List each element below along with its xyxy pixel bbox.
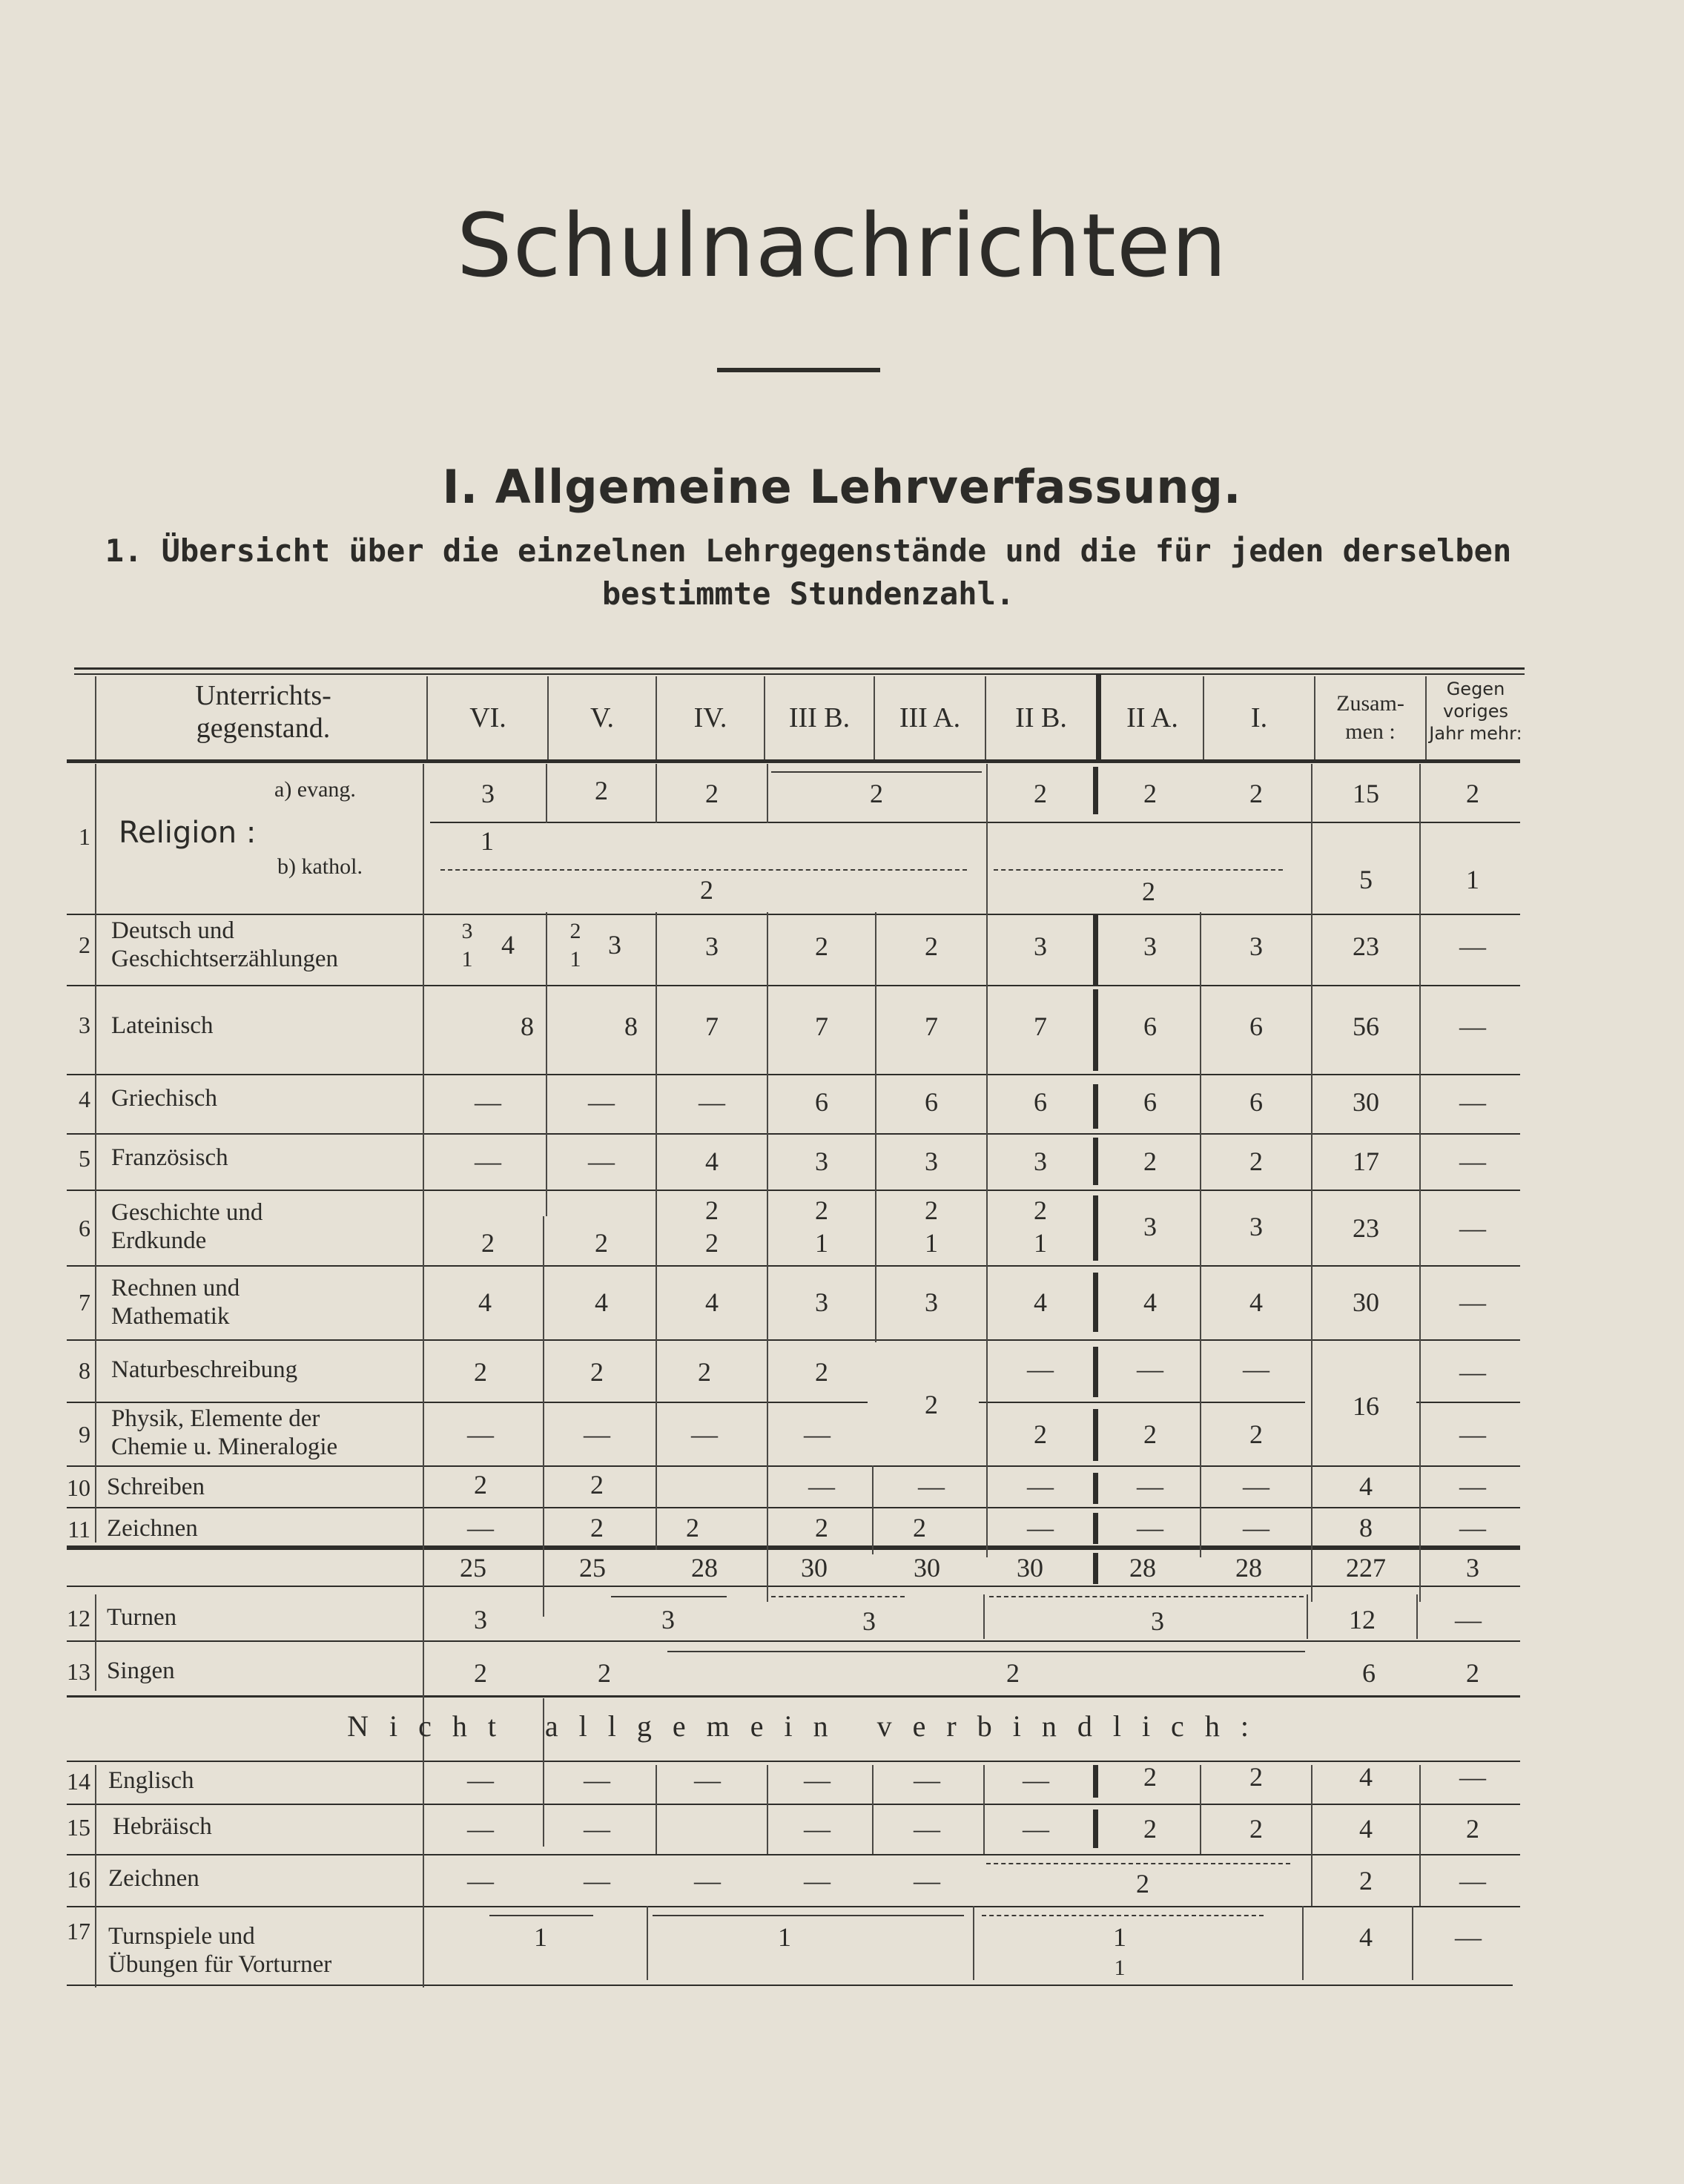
upper-school-divider-body-1 [1093,767,1098,814]
cell: — [1459,1012,1486,1041]
cell: 1 [1113,1922,1126,1952]
cell: — [804,1814,831,1844]
cell: 6 [1143,1012,1157,1041]
subject-hebraeisch: Hebräisch [113,1813,212,1840]
row-number: 1 [79,823,90,850]
cell: 2 [595,1228,608,1258]
cell: — [1455,1605,1482,1634]
subject-singen: Singen [107,1657,175,1684]
cell: 2 [1136,1869,1149,1898]
cell: 2 [1249,779,1263,808]
row-number: 14 [67,1768,90,1795]
cell: 2 [1034,779,1047,808]
cell: — [808,1471,835,1501]
header-class-iiib: III B. [788,702,851,733]
subject-religion: Religion : [119,816,257,850]
subject-deutsch [111,917,338,973]
cell: 3 [705,931,719,961]
subject-line: Mathematik [111,1303,230,1330]
cell: 2 [925,1195,938,1225]
table-top-rule-2 [74,673,1525,675]
page-title: Schulnachrichten [456,194,1228,297]
sum-cell: 30 [914,1553,940,1583]
cell: 4 [705,1287,719,1317]
cell: 6 [1362,1658,1376,1688]
row-number: 16 [67,1866,90,1893]
cell: — [1243,1354,1269,1384]
cell: — [1459,1287,1486,1317]
cell: 2 [815,1357,828,1387]
subject-line: Geschichtserzählungen [111,946,339,972]
cell: 16 [1353,1391,1379,1421]
subject-line: Physik, Elemente der [111,1405,320,1432]
subject-zeichnen: Zeichnen [107,1515,198,1542]
subject-schreiben: Schreiben [107,1474,205,1500]
cell: — [584,1814,610,1844]
cell: 2 [1466,779,1479,808]
cell: 17 [1353,1147,1379,1176]
sum-cell: 25 [460,1553,486,1583]
subheading-line-1: 1. Übersicht über die einzelnen Lehrgegenstände und die für jeden derselben [105,532,1512,569]
cell: 4 [595,1287,608,1317]
cell: 7 [705,1012,719,1041]
cell: — [694,1866,721,1896]
cell: 3 [474,1605,487,1634]
subject-line: Übungen für Vorturner [108,1951,332,1978]
cell: 23 [1353,931,1379,961]
cell: — [699,1087,725,1117]
cell: 2 [925,931,938,961]
subject-englisch: Englisch [108,1767,194,1794]
cell: — [1137,1471,1163,1501]
cell: 2 [815,931,828,961]
header-class-iv: IV. [693,702,727,733]
cell: — [1459,931,1486,961]
subject-franzoesisch: Französisch [111,1144,228,1171]
cell: 2 [698,1357,711,1387]
cell: — [475,1147,501,1176]
table-top-rule [74,667,1525,670]
cell: 2 [913,1513,926,1543]
cell: 1 [569,947,581,971]
header-class-iiia: III A. [899,702,961,733]
cell: 8 [624,1012,638,1041]
header-class-v: V. [590,702,615,733]
row-number: 17 [67,1918,90,1944]
row-number: 4 [79,1086,90,1112]
cell: 12 [1349,1605,1376,1634]
sum-cell: 30 [801,1553,828,1583]
cell: 30 [1353,1087,1379,1117]
header-total [1315,690,1425,746]
cell: 3 [481,779,495,808]
cell: 2 [705,1195,719,1225]
cell: — [691,1419,718,1449]
cell: 2 [1006,1658,1020,1688]
cell: 4 [1034,1287,1047,1317]
cell: 3 [1143,931,1157,961]
header-subject-line-1: Unterrichts- [195,680,331,711]
subject-naturbeschreibung: Naturbeschreibung [111,1356,298,1383]
header-prev-line-2: voriges [1443,701,1508,722]
cell: 1 [925,1228,938,1258]
title-divider [717,368,880,372]
cell: 2 [474,1470,487,1500]
subject-line: Turnspiele und [108,1923,255,1950]
cell: 4 [1359,1471,1373,1501]
cell: — [588,1087,615,1117]
cell: — [1023,1765,1049,1795]
cell: — [1459,1357,1486,1387]
cell: 2 [1142,877,1155,906]
subject-geschichte [111,1198,262,1255]
cell: 6 [1143,1087,1157,1117]
cell: — [467,1866,494,1896]
cell: — [1023,1814,1049,1844]
subject-mathematik [111,1274,240,1330]
cell: 2 [1249,1147,1263,1176]
row-number: 5 [79,1145,90,1172]
header-total-line-1: Zusam- [1336,691,1404,716]
cell: 2 [1143,779,1157,808]
cell: — [1455,1922,1482,1952]
sum-cell: 227 [1346,1553,1386,1583]
header-subject-line-2: gegenstand. [196,713,331,744]
cell: 2 [569,919,581,943]
cell: 2 [474,1357,487,1387]
cell: 3 [1151,1606,1164,1636]
header-class-iia: II A. [1126,702,1178,733]
header-prev-year [1427,678,1525,745]
subheading-line-2: bestimmte Stundenzahl. [601,575,1015,612]
header-prev-line-3: Jahr mehr: [1429,723,1522,744]
cell: 6 [1249,1012,1263,1041]
row-number: 3 [79,1012,90,1038]
cell: 2 [1466,1658,1479,1688]
upper-school-divider [1096,675,1101,759]
cell: — [1137,1354,1163,1384]
cell: 6 [815,1087,828,1117]
header-class-iib: II B. [1015,702,1067,733]
cell: 2 [590,1357,604,1387]
cell: 2 [1034,1419,1047,1449]
cell: 2 [1143,1814,1157,1844]
cell: 8 [1359,1513,1373,1543]
cell: 3 [608,930,621,960]
cell: 2 [1359,1866,1373,1896]
cell: 5 [1359,865,1373,894]
cell: — [1137,1513,1163,1543]
row-number: 7 [79,1289,90,1316]
cell: 3 [925,1147,938,1176]
header-prev-line-1: Gegen [1446,679,1505,699]
cell: 7 [815,1012,828,1041]
cell: — [475,1087,501,1117]
cell: — [584,1419,610,1449]
cell: 1 [534,1922,547,1952]
cell: 2 [1249,1762,1263,1792]
cell: 15 [1353,779,1379,808]
cell: 2 [1143,1762,1157,1792]
cell: — [914,1866,940,1896]
cell: 2 [1249,1814,1263,1844]
cell: 6 [1249,1087,1263,1117]
cell: 4 [1143,1287,1157,1317]
cell: — [1459,1147,1486,1176]
row-number: 11 [67,1516,90,1543]
row-number: 6 [79,1215,90,1241]
cell: 30 [1353,1287,1379,1317]
header-total-line-2: men : [1345,719,1396,744]
subject-griechisch: Griechisch [111,1085,217,1112]
cell: — [694,1765,721,1795]
section-heading: I. Allgemeine Lehrverfassung. [442,460,1242,514]
cell: 1 [461,947,473,971]
subject-line: Deutsch und [111,917,234,944]
subject-physik [111,1405,337,1461]
cell: 2 [705,1228,719,1258]
subject-line: Erdkunde [111,1227,207,1254]
cell: — [588,1147,615,1176]
cell: 4 [705,1147,719,1176]
row-number: 15 [67,1814,90,1841]
cell: 2 [705,779,719,808]
header-class-vi: VI. [469,702,506,733]
header-class-i: I. [1250,702,1268,733]
sum-cell: 28 [1235,1553,1262,1583]
cell: 3 [862,1606,876,1636]
cell: — [1243,1471,1269,1501]
cell: — [467,1513,494,1543]
cell: 1 [1466,865,1479,894]
cell: 2 [590,1513,604,1543]
cell: — [1459,1419,1486,1449]
cell: 2 [815,1513,828,1543]
sum-top-rule [67,1545,1520,1550]
sum-cell: 28 [1129,1553,1156,1583]
subject-zeichnen-optional: Zeichnen [108,1865,199,1892]
cell: — [1459,1471,1486,1501]
row-number: 2 [79,931,90,958]
subject-religion-b: b) kathol. [277,854,363,879]
cell: 4 [1359,1814,1373,1844]
sum-cell: 28 [691,1553,718,1583]
cell: — [914,1765,940,1795]
cell: — [1459,1213,1486,1243]
cell: 3 [1034,931,1047,961]
cell: — [914,1814,940,1844]
cell: — [1459,1087,1486,1117]
sum-cell: 25 [579,1553,606,1583]
cell: 1 [815,1228,828,1258]
cell: 2 [1143,1147,1157,1176]
subject-latein: Lateinisch [111,1012,214,1039]
cell: 2 [686,1513,699,1543]
cell: — [804,1765,831,1795]
cell: 2 [1249,1419,1263,1449]
cell: 6 [925,1087,938,1117]
cell: 2 [700,875,713,905]
cell: — [1027,1471,1054,1501]
cell: 6 [1034,1087,1047,1117]
cell: — [1459,1513,1486,1543]
cell: 3 [661,1605,675,1634]
cell: — [1459,1866,1486,1896]
cell: 3 [925,1287,938,1317]
row-number: 13 [67,1658,90,1685]
cell: — [1027,1354,1054,1384]
subject-turnen: Turnen [107,1604,177,1631]
cell: 4 [501,930,515,960]
cell: 3 [1249,1212,1263,1241]
cell: 2 [481,1228,495,1258]
cell: 2 [870,779,883,808]
cell: — [1027,1513,1054,1543]
cell: — [1459,1762,1486,1792]
cell: 3 [1249,931,1263,961]
cell: — [804,1866,831,1896]
cell: 3 [1143,1212,1157,1241]
cell: 1 [778,1922,791,1952]
subject-line: Geschichte und [111,1199,263,1226]
cell: — [584,1765,610,1795]
cell: — [804,1419,831,1449]
cell: — [584,1866,610,1896]
cell: — [467,1419,494,1449]
cell: — [918,1471,945,1501]
cell: 1 [481,826,494,856]
table-bottom-rule [67,1985,1513,1986]
cell: 2 [1466,1814,1479,1844]
cell: 3 [815,1147,828,1176]
cell: 7 [1034,1012,1047,1041]
cell: 2 [1034,1195,1047,1225]
cell: 1 [1114,1956,1126,1980]
cell: 7 [925,1012,938,1041]
cell: 8 [521,1012,534,1041]
cell: 4 [478,1287,492,1317]
cell: 2 [590,1470,604,1500]
cell: 2 [598,1658,611,1688]
cell: 4 [1359,1922,1373,1952]
cell: 4 [1359,1762,1373,1792]
row-number: 8 [79,1357,90,1384]
row-number: 9 [79,1421,90,1448]
sum-cell: 30 [1017,1553,1043,1583]
row-number: 10 [67,1474,90,1501]
subject-turnspiele [108,1922,331,1979]
cell: 2 [925,1390,938,1419]
cell: 4 [1249,1287,1263,1317]
cell: 2 [474,1658,487,1688]
cell: — [1243,1513,1269,1543]
cell: — [467,1765,494,1795]
cell: 2 [595,776,608,805]
sum-cell: 3 [1466,1553,1479,1583]
subject-line: Rechnen und [111,1275,240,1302]
cell: 1 [1034,1228,1047,1258]
cell: 3 [815,1287,828,1317]
cell: 2 [815,1195,828,1225]
optional-subjects-banner: Nicht allgemein verbindlich: [347,1709,1269,1743]
subject-line: Chemie u. Mineralogie [111,1434,338,1460]
cell: — [467,1814,494,1844]
subsection-heading [67,529,1550,616]
header-subject [104,679,423,745]
cell: 56 [1353,1012,1379,1041]
cell: 3 [1034,1147,1047,1176]
cell: 2 [1143,1419,1157,1449]
subject-religion-a: a) evang. [274,777,356,802]
row-number: 12 [67,1605,90,1632]
cell: 3 [461,919,473,943]
cell: 23 [1353,1213,1379,1243]
header-bottom-rule [67,759,1520,763]
